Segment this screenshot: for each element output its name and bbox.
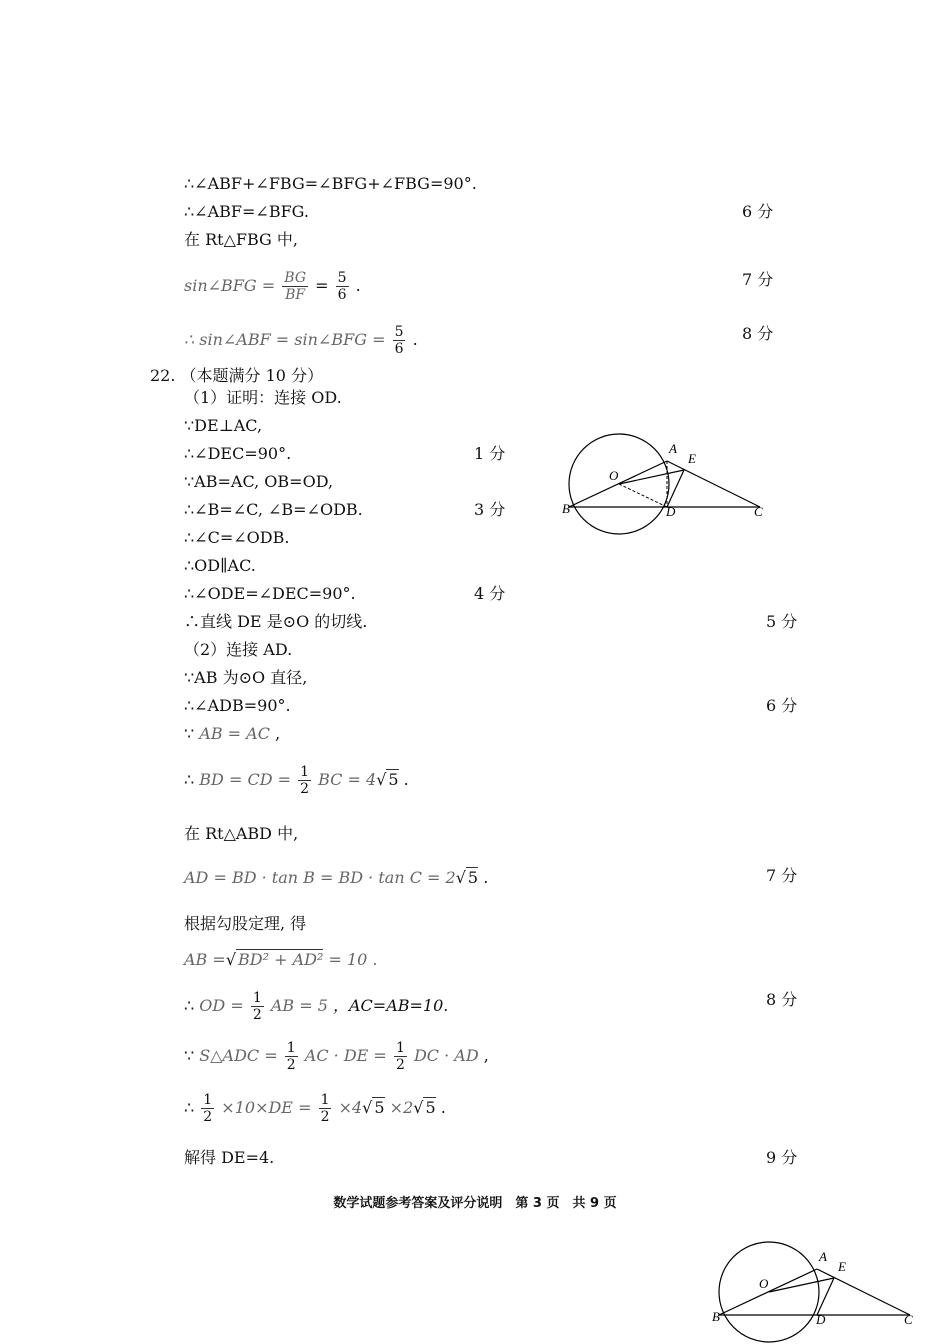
segment-ac bbox=[817, 1269, 910, 1315]
period: . bbox=[412, 330, 418, 349]
line-adb-90: ∴∠ADB=90°. bbox=[184, 696, 291, 715]
fraction-half-2: $\frac{1}{2}$ bbox=[395, 1040, 405, 1073]
fraction-5-6b: $\frac{5}{6}$ bbox=[394, 324, 404, 357]
label-o: O bbox=[759, 1276, 769, 1291]
label-d: D bbox=[666, 504, 676, 519]
question-22-header: 22. （本题满分 10 分） bbox=[150, 366, 324, 385]
score-8a: 8 分 bbox=[742, 324, 774, 343]
radicand: 5 bbox=[388, 770, 399, 789]
score-7b: 7 分 bbox=[766, 866, 798, 885]
line-sin-bfg bbox=[184, 270, 361, 303]
ab-eq-5: AB = 5 bbox=[270, 996, 328, 1015]
radicand: 5 bbox=[374, 1098, 385, 1117]
label-o: O bbox=[609, 468, 619, 483]
period: . bbox=[483, 868, 489, 887]
area-label: S△ADC = bbox=[199, 1046, 278, 1065]
eq-10: = 10 . bbox=[328, 950, 378, 969]
fraction-half: $\frac{1}{2}$ bbox=[203, 1092, 213, 1125]
therefore-symbol: ∴ bbox=[184, 1098, 195, 1117]
dc-ad: DC · AD bbox=[413, 1046, 479, 1065]
score-7a: 7 分 bbox=[742, 270, 774, 289]
ac-ab-10: ，AC=AB=10. bbox=[333, 996, 449, 1015]
line-dec-90: ∴∠DEC=90°. bbox=[184, 444, 292, 463]
segment-de bbox=[667, 470, 684, 507]
page-footer: 数学试题参考答案及评分说明 第 3 页 共 9 页 bbox=[333, 1196, 617, 1211]
ac-de: AC · DE = bbox=[304, 1046, 387, 1065]
score-3: 3 分 bbox=[474, 500, 506, 519]
score-8b: 8 分 bbox=[766, 990, 798, 1009]
segment-ac bbox=[667, 461, 760, 507]
times-10-de: ×10×DE = bbox=[221, 1098, 312, 1117]
line-ad-tan: AD = BD · tan B = BD · tan C = 2√ 5 . bbox=[184, 868, 489, 887]
line-angle-equal: ∴∠ABF=∠BFG. bbox=[184, 202, 309, 221]
line-ab-ac: ∵AB=AC, OB=OD, bbox=[184, 472, 334, 491]
line-angle-sum: ∴∠ABF+∠FBG=∠BFG+∠FBG=90°. bbox=[184, 174, 477, 193]
because-symbol: ∵ bbox=[184, 1046, 195, 1065]
score-6a: 6 分 bbox=[742, 202, 774, 221]
score-1: 1 分 bbox=[474, 444, 506, 463]
label-c: C bbox=[754, 504, 763, 519]
therefore-symbol: ∴ bbox=[184, 996, 195, 1015]
fraction-half: $\frac{1}{2}$ bbox=[252, 990, 262, 1023]
line-area bbox=[184, 1040, 489, 1073]
line-rt-abd: 在 Rt△ABD 中, bbox=[184, 824, 299, 843]
line-angle-b-c: ∴∠B=∠C, ∠B=∠ODB. bbox=[184, 500, 363, 519]
segment-de bbox=[817, 1278, 834, 1315]
ab-eq: AB = bbox=[184, 950, 226, 969]
part2-start: （2）连接 AD. bbox=[184, 640, 293, 659]
segment-oe bbox=[769, 1278, 834, 1292]
geometry-figure bbox=[560, 428, 770, 538]
label-e: E bbox=[688, 451, 696, 466]
period: . bbox=[440, 1098, 446, 1117]
label-b: B bbox=[562, 501, 570, 516]
line-c-odb: ∴∠C=∠ODB. bbox=[184, 528, 290, 547]
sin-abf-label: ∴ sin∠ABF = sin∠BFG = bbox=[184, 330, 386, 349]
fraction-bg-bf: $\frac{BG}{BF}$ bbox=[284, 270, 306, 303]
therefore-symbol: ∴ bbox=[184, 770, 195, 789]
radicand: BD² + AD² bbox=[238, 950, 324, 969]
score-9: 9 分 bbox=[766, 1148, 798, 1167]
od-eq: OD = bbox=[199, 996, 244, 1015]
fraction-5-6: $\frac{5}{6}$ bbox=[337, 270, 347, 303]
line-bd-cd: ∴ BD = CD = $\frac{1}{2}$ BC = 4√ 5 . bbox=[184, 764, 409, 797]
comma: , bbox=[275, 724, 281, 743]
times-4: ×4 bbox=[338, 1098, 363, 1117]
score-6b: 6 分 bbox=[766, 696, 798, 715]
label-a: A bbox=[819, 1249, 827, 1264]
line-pythagoras: 根据勾股定理, 得 bbox=[184, 914, 307, 933]
line-de-perp-ac: ∵DE⊥AC, bbox=[184, 416, 263, 435]
bd-eq-cd: BD = CD = bbox=[199, 770, 292, 789]
bc-eq: BC = 4 bbox=[318, 770, 377, 789]
ad-expression: AD = BD · tan B = BD · tan C = 2 bbox=[184, 868, 456, 887]
sin-bfg-label: sin∠BFG = bbox=[184, 276, 276, 295]
line-ab-diameter: ∵AB 为⊙O 直径, bbox=[184, 668, 308, 687]
geometry-figure-small bbox=[710, 1236, 920, 1344]
line-ab-sqrt: AB =√ BD² + AD² = 10 . bbox=[184, 950, 378, 969]
radicand: 5 bbox=[425, 1098, 436, 1117]
comma: , bbox=[483, 1046, 489, 1065]
equals: = bbox=[315, 276, 329, 295]
score-4: 4 分 bbox=[474, 584, 506, 603]
fraction-half: $\frac{1}{2}$ bbox=[286, 1040, 296, 1073]
line-od-5 bbox=[184, 990, 448, 1023]
line-de-4: 解得 DE=4. bbox=[184, 1148, 275, 1167]
radicand: 5 bbox=[467, 868, 479, 887]
line-sin-abf bbox=[184, 324, 418, 357]
line-rt-fbg: 在 Rt△FBG 中, bbox=[184, 230, 298, 249]
segment-od bbox=[619, 484, 667, 507]
period: . bbox=[403, 770, 409, 789]
label-e: E bbox=[838, 1259, 846, 1274]
line-ab-eq-ac bbox=[184, 724, 280, 744]
line-od-parallel-ac: ∴OD∥AC. bbox=[184, 556, 256, 575]
fraction-half-2: $\frac{1}{2}$ bbox=[320, 1092, 330, 1125]
score-5: 5 分 bbox=[766, 612, 798, 631]
times-2: ×2 bbox=[389, 1098, 414, 1117]
because-symbol: ∵ bbox=[184, 724, 195, 743]
label-b: B bbox=[712, 1309, 720, 1324]
period: . bbox=[355, 276, 361, 295]
label-a: A bbox=[669, 441, 677, 456]
line-tangent: ∴直线 DE 是⊙O 的切线. bbox=[184, 612, 368, 631]
line-solve-de: ∴ $\frac{1}{2}$ ×10×DE = $\frac{1}{2}$ ×4√ 5 ×2√ 5 . bbox=[184, 1092, 446, 1125]
line-ode-90: ∴∠ODE=∠DEC=90°. bbox=[184, 584, 356, 603]
label-c: C bbox=[904, 1312, 913, 1327]
fraction-half: $\frac{1}{2}$ bbox=[300, 764, 310, 797]
segment-oe bbox=[619, 470, 684, 484]
ab-eq-ac: AB = AC bbox=[199, 724, 270, 743]
label-d: D bbox=[816, 1312, 826, 1327]
part1-start: （1）证明：连接 OD. bbox=[184, 388, 342, 407]
